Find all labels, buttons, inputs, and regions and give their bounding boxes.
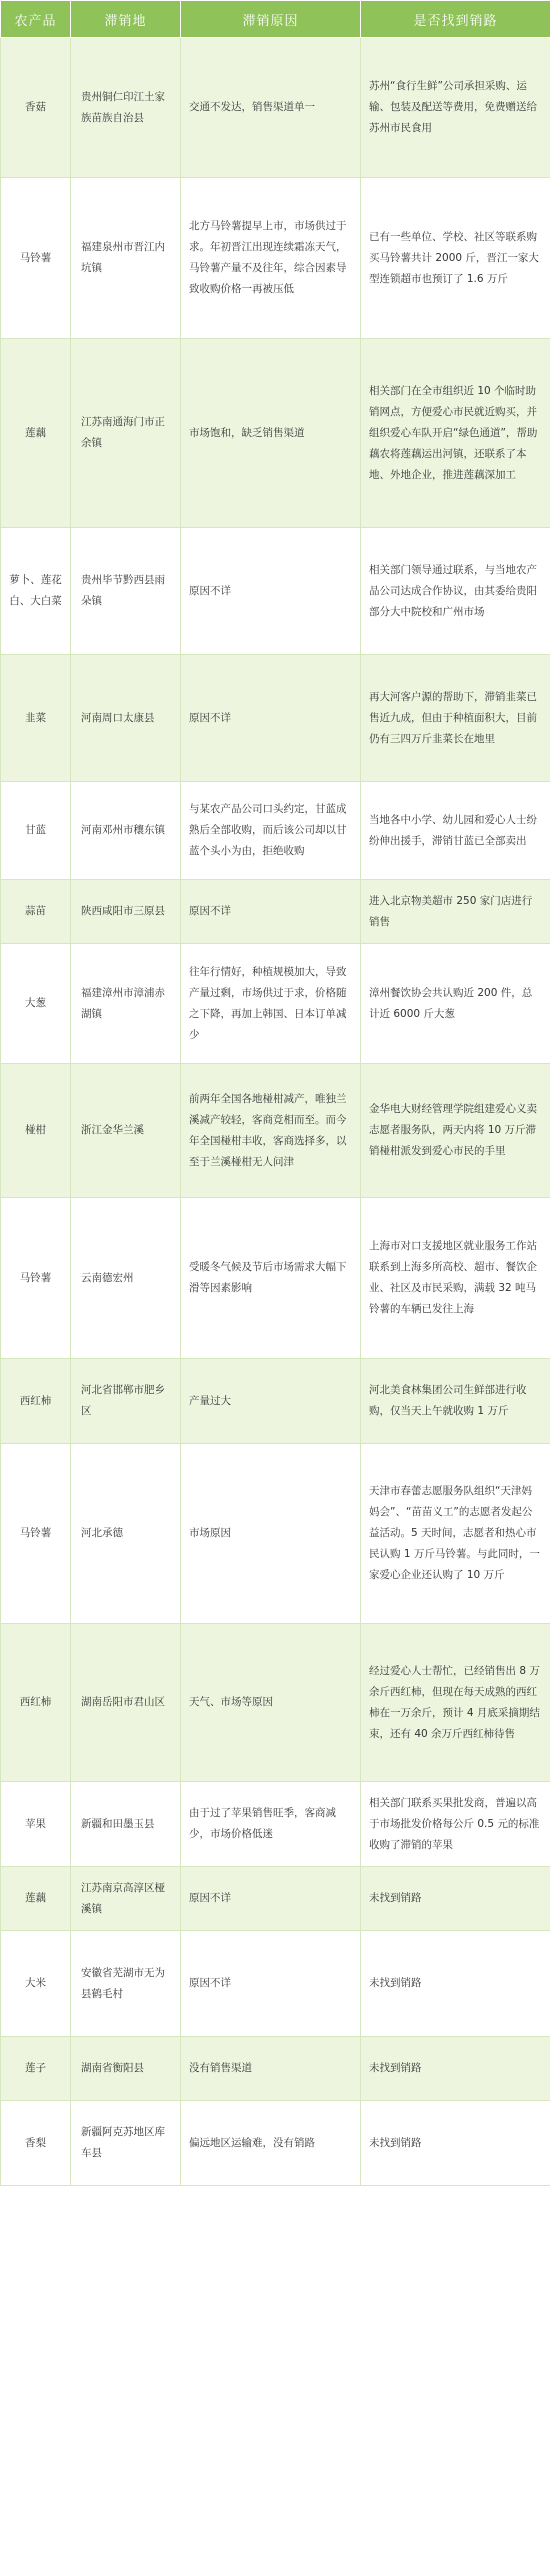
cell-region: 江苏南京高淳区桠溪镇 [71, 1867, 181, 1931]
table-row [1, 2037, 550, 2101]
cell-region: 河南邓州市穰东镇 [71, 782, 181, 880]
cell-reason: 原因不详 [181, 1867, 361, 1931]
cell-product: 甘蓝 [1, 782, 71, 880]
cell-region: 河北承德 [71, 1444, 181, 1624]
cell-reason: 北方马铃薯提早上市，市场供过于求。年初晋江出现连续霜冻天气，马铃薯产量不及往年，综合因素导致收购价格一再被压低 [181, 178, 361, 339]
cell-reason: 原因不详 [181, 1931, 361, 2037]
cell-product: 蒜苗 [1, 880, 71, 944]
cell-region: 湖南省衡阳县 [71, 2037, 181, 2101]
cell-region: 福建漳州市漳浦赤湖镇 [71, 944, 181, 1064]
cell-solution: 天津市春蕾志愿服务队组织“天津妈妈会”、“苗苗义工”的志愿者发起公益活动。5 天时间，志愿者和热心市民认购 1 万斤马铃薯。与此同时，一家爱心企业还认购了 10 万斤 [361, 1444, 550, 1624]
cell-region: 新疆阿克苏地区库车县 [71, 2101, 181, 2186]
table-row [1, 782, 550, 880]
cell-solution: 未找到销路 [361, 1931, 550, 2037]
cell-solution: 漳州餐饮协会共认购近 200 件，总计近 6000 斤大葱 [361, 944, 550, 1064]
cell-product: 大葱 [1, 944, 71, 1064]
table-row [1, 1444, 550, 1624]
cell-reason: 没有销售渠道 [181, 2037, 361, 2101]
table-body [1, 38, 550, 2186]
header-region: 滞销地 [71, 1, 181, 38]
header-row [1, 1, 550, 38]
table-row [1, 655, 550, 782]
cell-product: 西红柿 [1, 1624, 71, 1782]
table-row [1, 38, 550, 178]
cell-reason: 往年行情好，种植规模加大，导致产量过剩，市场供过于求，价格随之下降，再加上韩国、日本订单减少 [181, 944, 361, 1064]
cell-region: 湖南岳阳市君山区 [71, 1624, 181, 1782]
cell-reason: 市场原因 [181, 1444, 361, 1624]
cell-solution: 金华电大财经管理学院组建爱心义卖志愿者服务队，两天内将 10 万斤滞销椪柑派发到爱心市民的手里 [361, 1064, 550, 1198]
cell-solution: 上海市对口支援地区就业服务工作站联系到上海多所高校、超市、餐饮企业、社区及市民采购，满载 32 吨马铃薯的车辆已发往上海 [361, 1198, 550, 1359]
cell-reason: 原因不详 [181, 880, 361, 944]
cell-solution: 进入北京物美超市 250 家门店进行销售 [361, 880, 550, 944]
table-row [1, 1064, 550, 1198]
cell-product: 韭菜 [1, 655, 71, 782]
cell-product: 香菇 [1, 38, 71, 178]
table-row [1, 1867, 550, 1931]
cell-product: 苹果 [1, 1782, 71, 1867]
cell-solution: 未找到销路 [361, 1867, 550, 1931]
cell-region: 陕西咸阳市三原县 [71, 880, 181, 944]
cell-solution: 经过爱心人士帮忙，已经销售出 8 万余斤西红柿，但现在每天成熟的西红柿在一万余斤，预计 4 月底采摘期结束，还有 40 余万斤西红柿待售 [361, 1624, 550, 1782]
cell-reason: 天气、市场等原因 [181, 1624, 361, 1782]
cell-product: 马铃薯 [1, 1444, 71, 1624]
table-row [1, 178, 550, 339]
cell-product: 椪柑 [1, 1064, 71, 1198]
cell-product: 马铃薯 [1, 1198, 71, 1359]
cell-solution: 未找到销路 [361, 2037, 550, 2101]
cell-product: 大米 [1, 1931, 71, 2037]
cell-region: 河北省邯郸市肥乡区 [71, 1359, 181, 1444]
cell-product: 莲子 [1, 2037, 71, 2101]
header-product: 农产品 [1, 1, 71, 38]
table-row [1, 1198, 550, 1359]
cell-product: 西红柿 [1, 1359, 71, 1444]
cell-solution: 相关部门在全市组织近 10 个临时助销网点，方便爱心市民就近购买，并组织爱心车队开启“绿色通道”，帮助藕农将莲藕运出河镇，还联系了本地、外地企业，推进莲藕深加工 [361, 339, 550, 528]
cell-region: 新疆和田墨玉县 [71, 1782, 181, 1867]
cell-region: 贵州毕节黔西县雨朵镇 [71, 528, 181, 655]
cell-product: 马铃薯 [1, 178, 71, 339]
cell-reason: 市场饱和，缺乏销售渠道 [181, 339, 361, 528]
cell-region: 贵州铜仁印江土家族苗族自治县 [71, 38, 181, 178]
cell-region: 云南德宏州 [71, 1198, 181, 1359]
cell-region: 河南周口太康县 [71, 655, 181, 782]
cell-solution: 再大河客户源的帮助下，滞销韭菜已售近九成，但由于种植面积大，目前仍有三四万斤韭菜长在地里 [361, 655, 550, 782]
table-row [1, 339, 550, 528]
table-row [1, 1931, 550, 2037]
table-row [1, 528, 550, 655]
cell-reason: 偏远地区运输难，没有销路 [181, 2101, 361, 2186]
table-row [1, 1359, 550, 1444]
cell-reason: 由于过了苹果销售旺季，客商减少，市场价格低迷 [181, 1782, 361, 1867]
cell-product: 莲藕 [1, 339, 71, 528]
cell-reason: 受暖冬气候及节后市场需求大幅下滑等因素影响 [181, 1198, 361, 1359]
cell-reason: 产量过大 [181, 1359, 361, 1444]
cell-reason: 原因不详 [181, 655, 361, 782]
cell-reason: 交通不发达，销售渠道单一 [181, 38, 361, 178]
cell-reason: 与某农产品公司口头约定，甘蓝成熟后全部收购，而后该公司却以甘蓝个头小为由，拒绝收购 [181, 782, 361, 880]
table-row [1, 1624, 550, 1782]
cell-product: 萝卜、莲花白、大白菜 [1, 528, 71, 655]
cell-solution: 河北美食林集团公司生鲜部进行收购，仅当天上午就收购 1 万斤 [361, 1359, 550, 1444]
header-solution: 是否找到销路 [361, 1, 550, 38]
cell-region: 浙江金华兰溪 [71, 1064, 181, 1198]
cell-reason: 前两年全国各地椪柑减产，唯独兰溪减产较轻，客商竞相而至。而今年全国椪柑丰收，客商选择多，以至于兰溪椪柑无人问津 [181, 1064, 361, 1198]
table-row [1, 1782, 550, 1867]
table-row [1, 2101, 550, 2186]
cell-solution: 相关部门领导通过联系，与当地农产品公司达成合作协议，由其委给贵阳部分大中院校和广州市场 [361, 528, 550, 655]
table-row [1, 944, 550, 1064]
cell-region: 福建泉州市晋江内坑镇 [71, 178, 181, 339]
cell-solution: 未找到销路 [361, 2101, 550, 2186]
cell-solution: 当地各中小学、幼儿园和爱心人士纷纷伸出援手，滞销甘蓝已全部卖出 [361, 782, 550, 880]
header-reason: 滞销原因 [181, 1, 361, 38]
table-row [1, 880, 550, 944]
cell-solution: 已有一些单位、学校、社区等联系购买马铃薯共计 2000 斤，晋江一家大型连锁超市也预订了 1.6 万斤 [361, 178, 550, 339]
cell-product: 香梨 [1, 2101, 71, 2186]
cell-region: 安徽省芜湖市无为县鹤毛村 [71, 1931, 181, 2037]
cell-product: 莲藕 [1, 1867, 71, 1931]
cell-solution: 苏州“食行生鲜”公司承担采购、运输、包装及配送等费用，免费赠送给苏州市民食用 [361, 38, 550, 178]
cell-solution: 相关部门联系买果批发商，普遍以高于市场批发价格每公斤 0.5 元的标准收购了滞销的苹果 [361, 1782, 550, 1867]
cell-reason: 原因不详 [181, 528, 361, 655]
cell-region: 江苏南通海门市正余镇 [71, 339, 181, 528]
